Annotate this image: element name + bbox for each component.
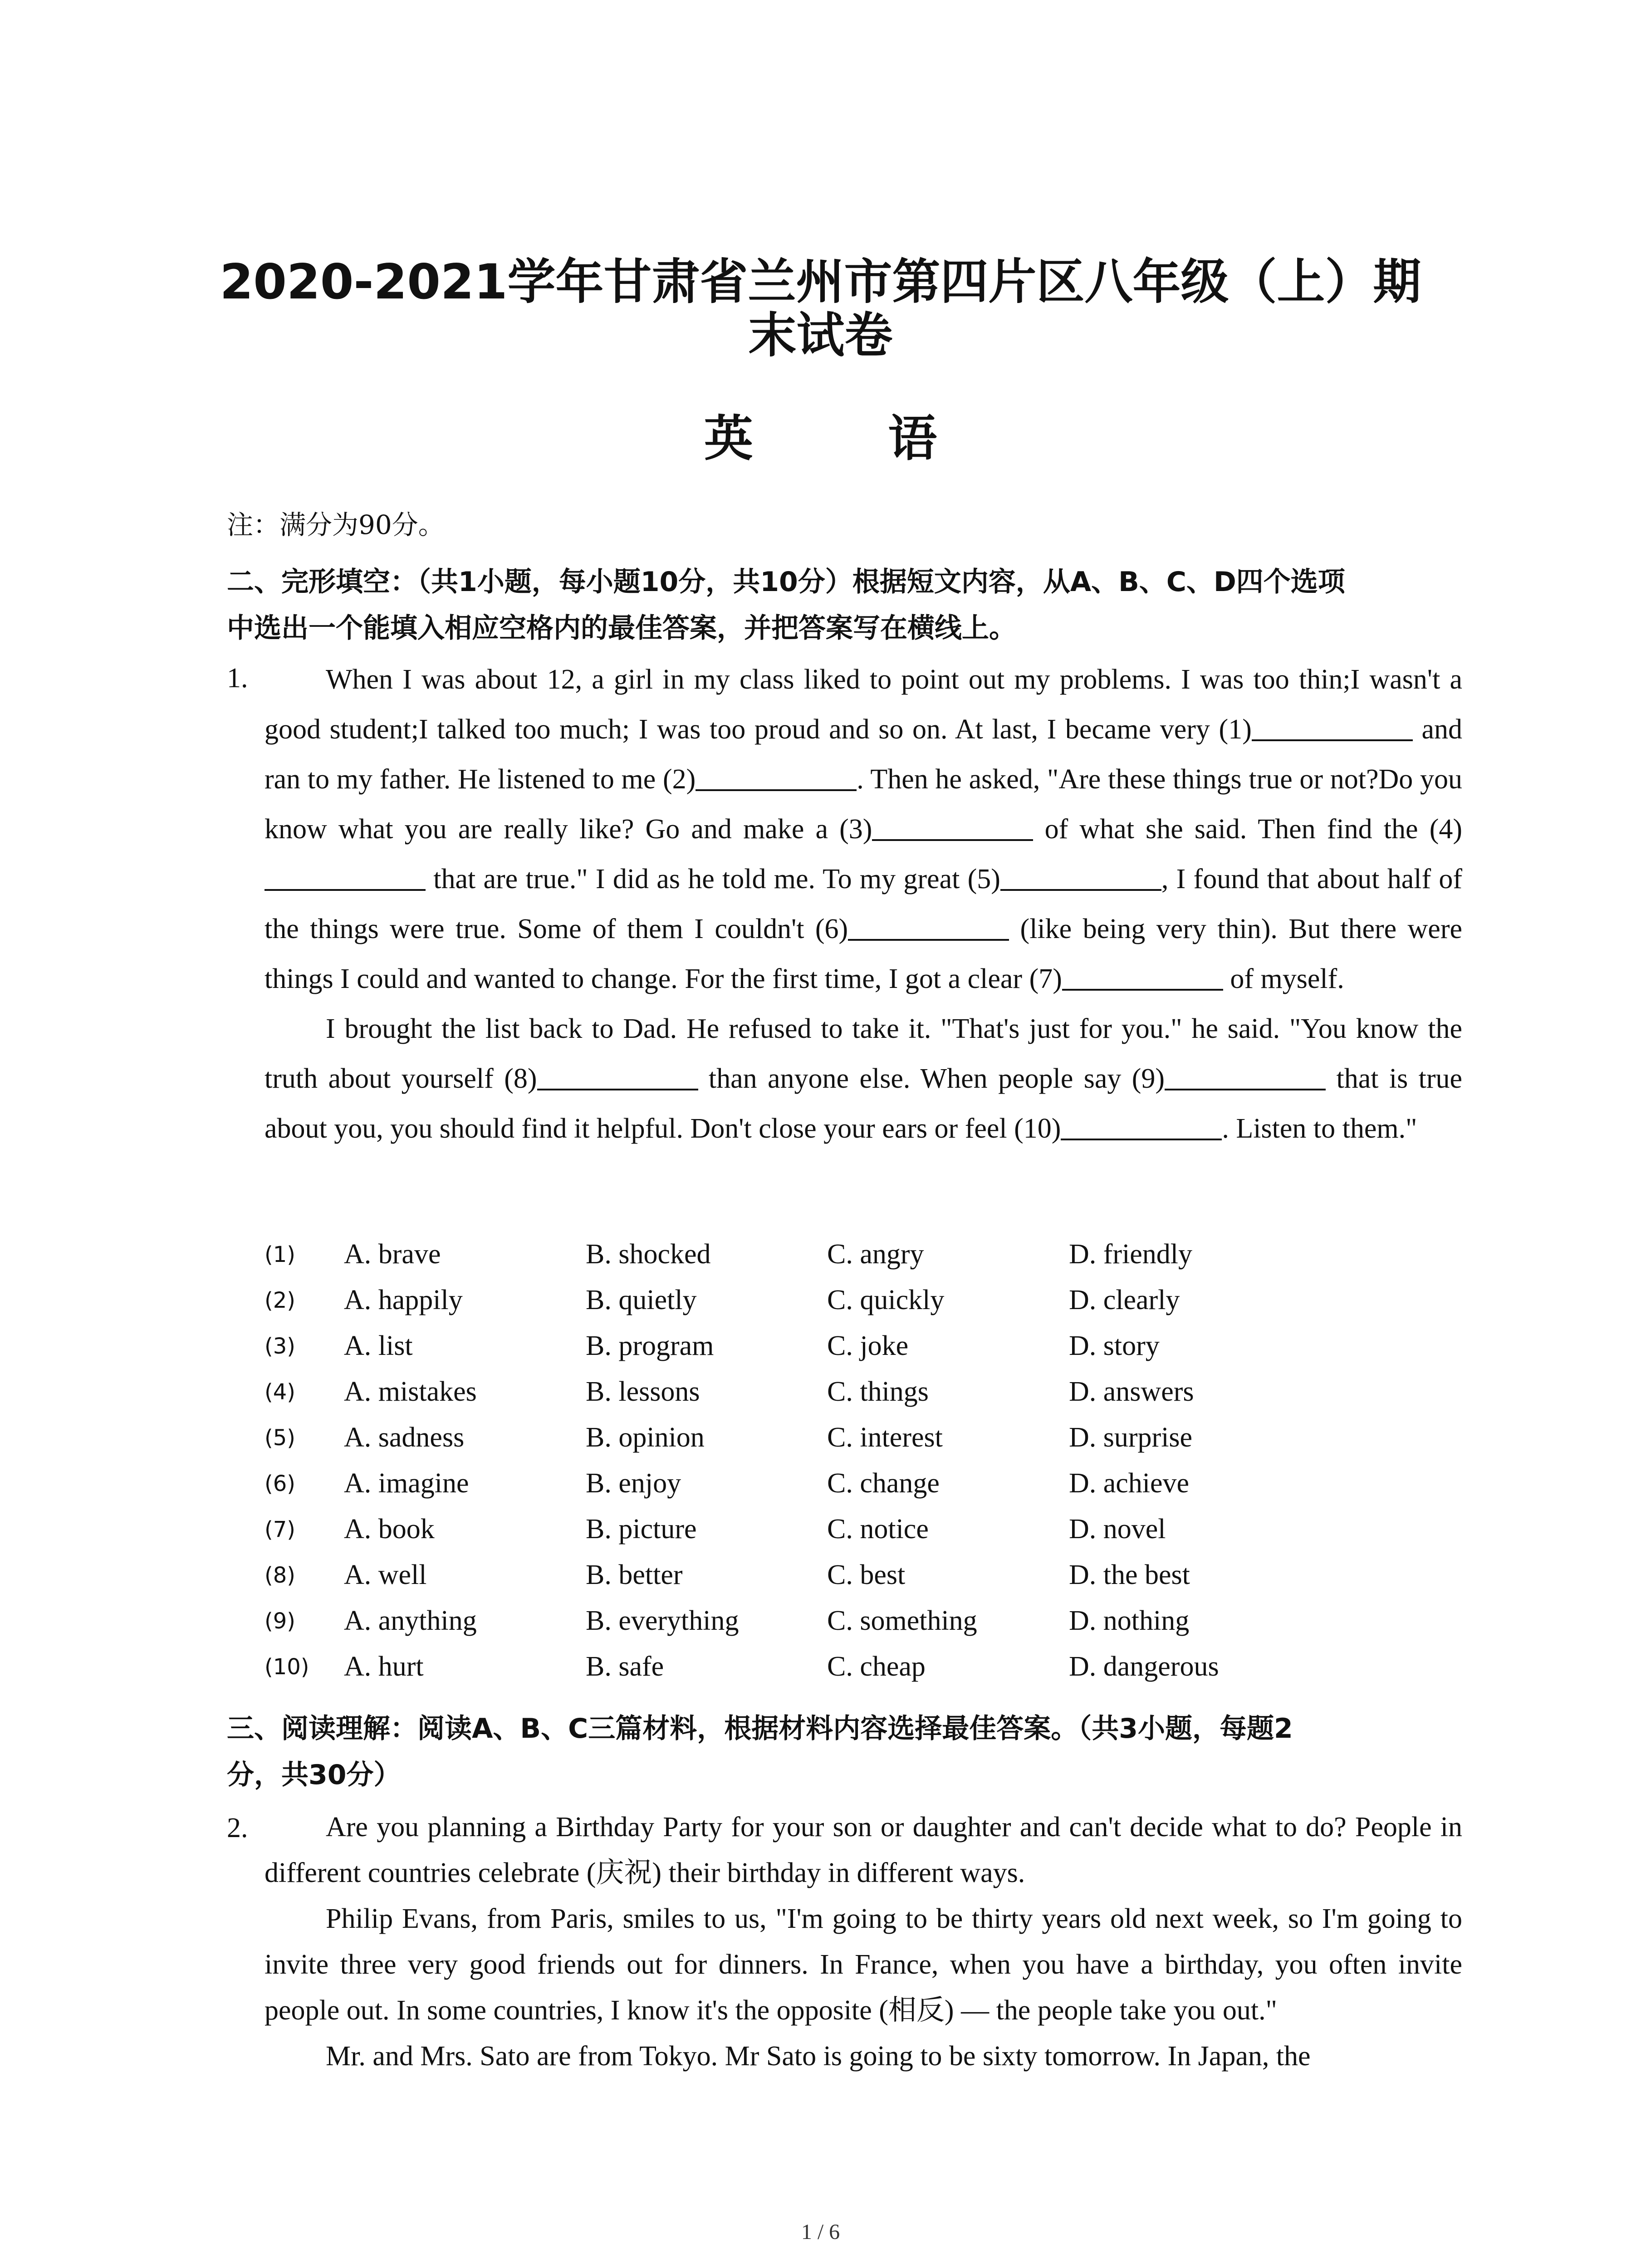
section-reading-heading-line2: 分，共30分）	[227, 1759, 401, 1791]
option-b[interactable]: B. enjoy	[586, 1468, 681, 1499]
option-d[interactable]: D. surprise	[1069, 1422, 1193, 1453]
option-row-5	[265, 1422, 1462, 1467]
option-a[interactable]: A. happily	[344, 1285, 463, 1315]
blank-4[interactable]	[265, 862, 426, 891]
option-d[interactable]: D. nothing	[1069, 1605, 1190, 1636]
cloze-options	[265, 1238, 1462, 1696]
option-b[interactable]: B. lessons	[586, 1376, 700, 1407]
option-number: (1)	[265, 1242, 295, 1267]
option-b[interactable]: B. picture	[586, 1514, 697, 1545]
option-a[interactable]: A. hurt	[344, 1651, 424, 1682]
blank-1[interactable]	[1252, 712, 1413, 741]
section-cloze-heading-line1: 二、完形填空：（共1小题，每小题10分，共10分）根据短文内容，从A、B、C、D四个选项	[227, 566, 1345, 598]
subject-heading: 英 语	[704, 410, 996, 467]
cloze-text: of myself.	[1223, 963, 1344, 994]
option-d[interactable]: D. answers	[1069, 1376, 1194, 1407]
option-a[interactable]: A. imagine	[344, 1468, 469, 1499]
blank-8[interactable]	[537, 1061, 698, 1090]
option-c[interactable]: C. something	[827, 1605, 977, 1636]
question-1-number: 1.	[227, 663, 248, 694]
option-row-10	[265, 1651, 1462, 1696]
exam-title-line1: 2020-2021学年甘肃省兰州市第四片区八年级（上）期	[220, 254, 1421, 310]
option-a[interactable]: A. mistakes	[344, 1376, 477, 1407]
option-d[interactable]: D. achieve	[1069, 1468, 1190, 1499]
option-number: (10)	[265, 1654, 309, 1680]
cloze-text: (like being very thin). But there were things I could and wanted to change. For the first time, I got a clear (7)	[265, 914, 1462, 994]
option-number: (7)	[265, 1517, 295, 1542]
cloze-text: When I was about 12, a girl in my class liked to point out my problems. I was too thin;I wasn't a good student;I talked too much; I was too proud and so on. At last, I became very (1)	[265, 664, 1462, 745]
option-c[interactable]: C. best	[827, 1559, 906, 1590]
option-d[interactable]: D. the best	[1069, 1559, 1190, 1590]
cloze-text: , I found that about half of the things were true. Some of them I couldn't (6)	[265, 864, 1463, 944]
cloze-text: I brought the list back to Dad. He refused to take it. "That's just for you." he said. "You know the truth about yourself (8)	[265, 1013, 1462, 1094]
option-c[interactable]: C. interest	[827, 1422, 943, 1453]
page-number: 1 / 6	[801, 2220, 840, 2244]
option-row-7	[265, 1513, 1462, 1559]
option-d[interactable]: D. dangerous	[1069, 1651, 1219, 1682]
option-d[interactable]: D. clearly	[1069, 1285, 1180, 1315]
exam-title-line2: 末试卷	[748, 308, 893, 363]
section-cloze-heading-line2: 中选出一个能填入相应空格内的最佳答案，并把答案写在横线上。	[227, 612, 1016, 644]
cloze-text: and ran to my father. He listened to me (2)	[265, 714, 1462, 795]
cloze-text: . Then he asked, "Are these things true or not?Do you know what you are really like? Go and make a (3)	[265, 764, 1462, 845]
option-c[interactable]: C. notice	[827, 1514, 929, 1545]
blank-2[interactable]	[696, 762, 857, 791]
score-note: 注：满分为90分。	[227, 509, 445, 540]
option-number: (6)	[265, 1471, 295, 1496]
option-d[interactable]: D. story	[1069, 1330, 1160, 1361]
section-reading-heading-line1: 三、阅读理解：阅读A、B、C三篇材料，根据材料内容选择最佳答案。（共3小题，每题2	[227, 1713, 1293, 1745]
option-b[interactable]: B. better	[586, 1559, 683, 1590]
option-b[interactable]: B. quietly	[586, 1285, 697, 1315]
blank-3[interactable]	[872, 812, 1033, 841]
option-b[interactable]: B. everything	[586, 1605, 739, 1636]
option-number: (4)	[265, 1379, 295, 1405]
option-number: (9)	[265, 1608, 295, 1634]
option-a[interactable]: A. list	[344, 1330, 413, 1361]
option-number: (3)	[265, 1334, 295, 1359]
cloze-text: that are true." I did as he told me. To my great (5)	[426, 864, 1000, 894]
blank-9[interactable]	[1165, 1061, 1326, 1090]
cloze-text: . Listen to them."	[1222, 1113, 1417, 1144]
option-row-8	[265, 1559, 1462, 1605]
option-d[interactable]: D. novel	[1069, 1514, 1166, 1545]
cloze-text: than anyone else. When people say (9)	[698, 1063, 1165, 1094]
option-a[interactable]: A. sadness	[344, 1422, 465, 1453]
option-row-1	[265, 1238, 1462, 1284]
section-cloze-heading	[227, 559, 1443, 651]
blank-7[interactable]	[1062, 962, 1223, 991]
option-row-6	[265, 1467, 1462, 1513]
option-number: (8)	[265, 1563, 295, 1588]
blank-10[interactable]	[1061, 1111, 1222, 1140]
option-c[interactable]: C. cheap	[827, 1651, 926, 1682]
option-number: (5)	[265, 1425, 295, 1451]
option-d[interactable]: D. friendly	[1069, 1239, 1193, 1270]
option-a[interactable]: A. anything	[344, 1605, 477, 1636]
option-b[interactable]: B. program	[586, 1330, 714, 1361]
blank-6[interactable]	[848, 912, 1009, 941]
section-reading-heading	[227, 1706, 1443, 1798]
reading-paragraph-1: Are you planning a Birthday Party for your son or daughter and can't decide what to do? People in different countries celebrate (庆祝) their birthday in different ways.	[265, 1812, 1462, 1888]
option-row-9	[265, 1605, 1462, 1651]
reading-paragraph-3: Mr. and Mrs. Sato are from Tokyo. Mr Sato is going to be sixty tomorrow. In Japan, the	[326, 2041, 1311, 2072]
option-number: (2)	[265, 1288, 295, 1313]
cloze-passage	[265, 655, 1462, 1154]
option-row-4	[265, 1376, 1462, 1422]
cloze-paragraph-2	[265, 1004, 1462, 1154]
option-a[interactable]: A. book	[344, 1514, 435, 1545]
reading-paragraph-2: Philip Evans, from Paris, smiles to us, "I'm going to be thirty years old next week, so I'm going to invite three very good friends out for dinners. In France, when you have a birthday, you often invite people out. In some countries, I know it's the opposite (相反) — the people take you out."	[265, 1903, 1462, 2026]
option-row-2	[265, 1284, 1462, 1330]
option-c[interactable]: C. joke	[827, 1330, 909, 1361]
option-b[interactable]: B. safe	[586, 1651, 664, 1682]
option-c[interactable]: C. angry	[827, 1239, 924, 1270]
reading-passage	[265, 1804, 1462, 2079]
option-a[interactable]: A. well	[344, 1559, 427, 1590]
cloze-paragraph-1	[265, 655, 1462, 1004]
option-b[interactable]: B. shocked	[586, 1239, 711, 1270]
cloze-text: of what she said. Then find the (4)	[1033, 814, 1462, 845]
option-row-3	[265, 1330, 1462, 1376]
option-b[interactable]: B. opinion	[586, 1422, 705, 1453]
option-c[interactable]: C. quickly	[827, 1285, 945, 1315]
option-a[interactable]: A. brave	[344, 1239, 441, 1270]
option-c[interactable]: C. things	[827, 1376, 929, 1407]
blank-5[interactable]	[1000, 862, 1161, 891]
option-c[interactable]: C. change	[827, 1468, 940, 1499]
cloze-text: that is true about you, you should find it helpful. Don't close your ears or feel (10)	[265, 1063, 1462, 1144]
question-2-number: 2.	[227, 1813, 248, 1843]
